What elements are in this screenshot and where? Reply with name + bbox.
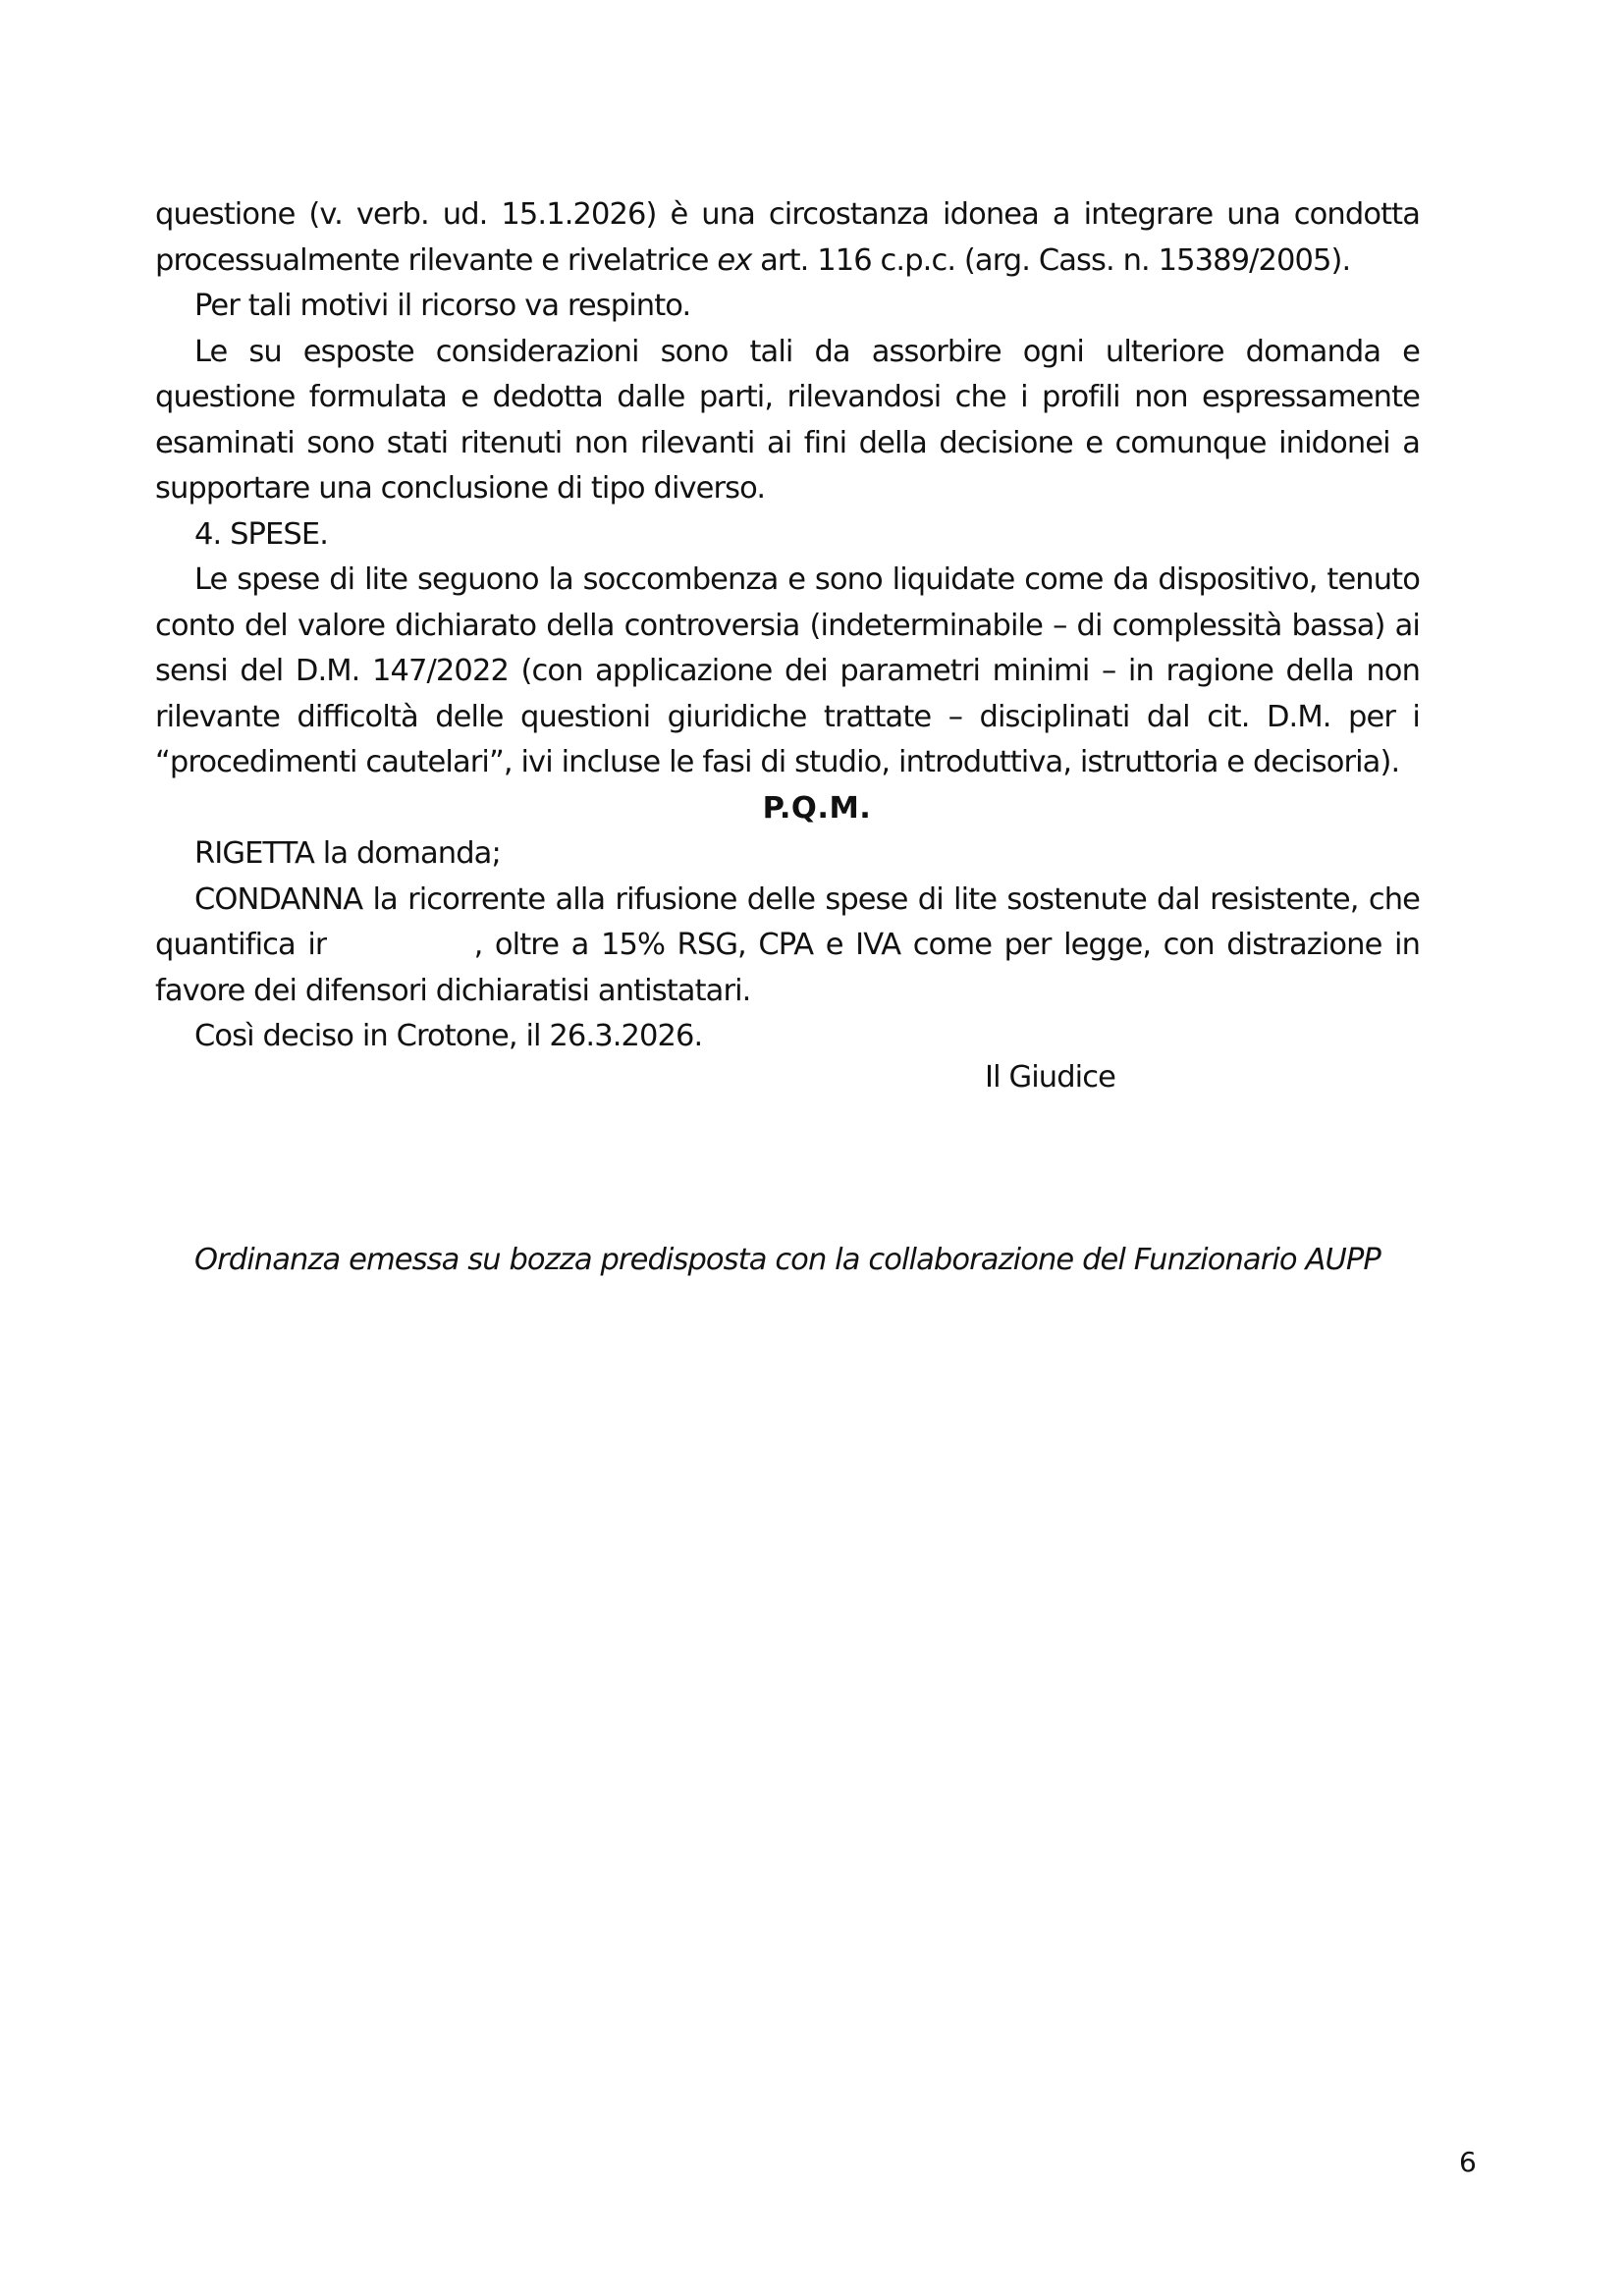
page-number: 6 xyxy=(1459,2146,1477,2178)
paragraph-condanna xyxy=(155,878,1420,1015)
heading-pqm: P.Q.M. xyxy=(762,790,872,826)
redacted-amount xyxy=(327,932,474,961)
paragraph-continuation-line1 xyxy=(155,192,1420,239)
paragraph-rigetta: RIGETTA la domanda; xyxy=(194,836,501,871)
section-heading-spese: 4. SPESE. xyxy=(194,516,329,552)
paragraph-absorption: Le su esposte considerazioni sono tali da assorbire ogni ulteriore domanda e questione formulata e dedotta dalle parti, rilevandosi che i profili non espressamente esaminati sono stati ritenuti non rilevanti ai fini della decisione e comunque inidonei a supportare una conclusione di tipo diverso. xyxy=(155,334,1420,506)
paragraph-place-date: Così deciso in Crotone, il 26.3.2026. xyxy=(194,1019,703,1053)
text-segment: processualmente rilevante e rivelatrice xyxy=(155,242,718,278)
paragraph-spese: Le spese di lite seguono la soccombenza e sono liquidate come da dispositivo, tenuto conto del valore dichiarato della controversia (indeterminabile – di complessità bassa) ai sensi del D.M. 147/2022 (con applicazione dei parametri minimi – in ragione della non rilevante difficoltà delle questioni giuridiche trattate – disciplinati dal cit. D.M. per i “procedimenti cautelari”, ivi incluse le fasi di studio, introduttiva, istruttoria e decisoria). xyxy=(155,562,1420,779)
text-segment: CONDANNA la ricorrente alla rifusione delle spese di lite sostenute dal resistente, che quantifica ir xyxy=(155,881,1420,962)
footnote: Ordinanza emessa su bozza predisposta con la collaborazione del Funzionario AUPP xyxy=(194,1243,1380,1277)
body-text xyxy=(155,192,1420,1060)
text-segment: art. 116 c.p.c. (arg. Cass. n. 15389/2005). xyxy=(751,242,1351,278)
text-line: questione (v. verb. ud. 15.1.2026) è una circostanza idonea a integrare una condotta xyxy=(155,197,1420,232)
paragraph-continuation-line2 xyxy=(155,239,1420,285)
text-segment: , oltre a 15% RSG, CPA e IVA come per legge, con distrazione in favore dei difensori dichiaratisi antistatari. xyxy=(155,928,1421,1008)
paragraph-rejection: Per tali motivi il ricorso va respinto. xyxy=(194,289,691,323)
italic-term: ex xyxy=(717,242,752,278)
signature-label: Il Giudice xyxy=(985,1060,1115,1095)
